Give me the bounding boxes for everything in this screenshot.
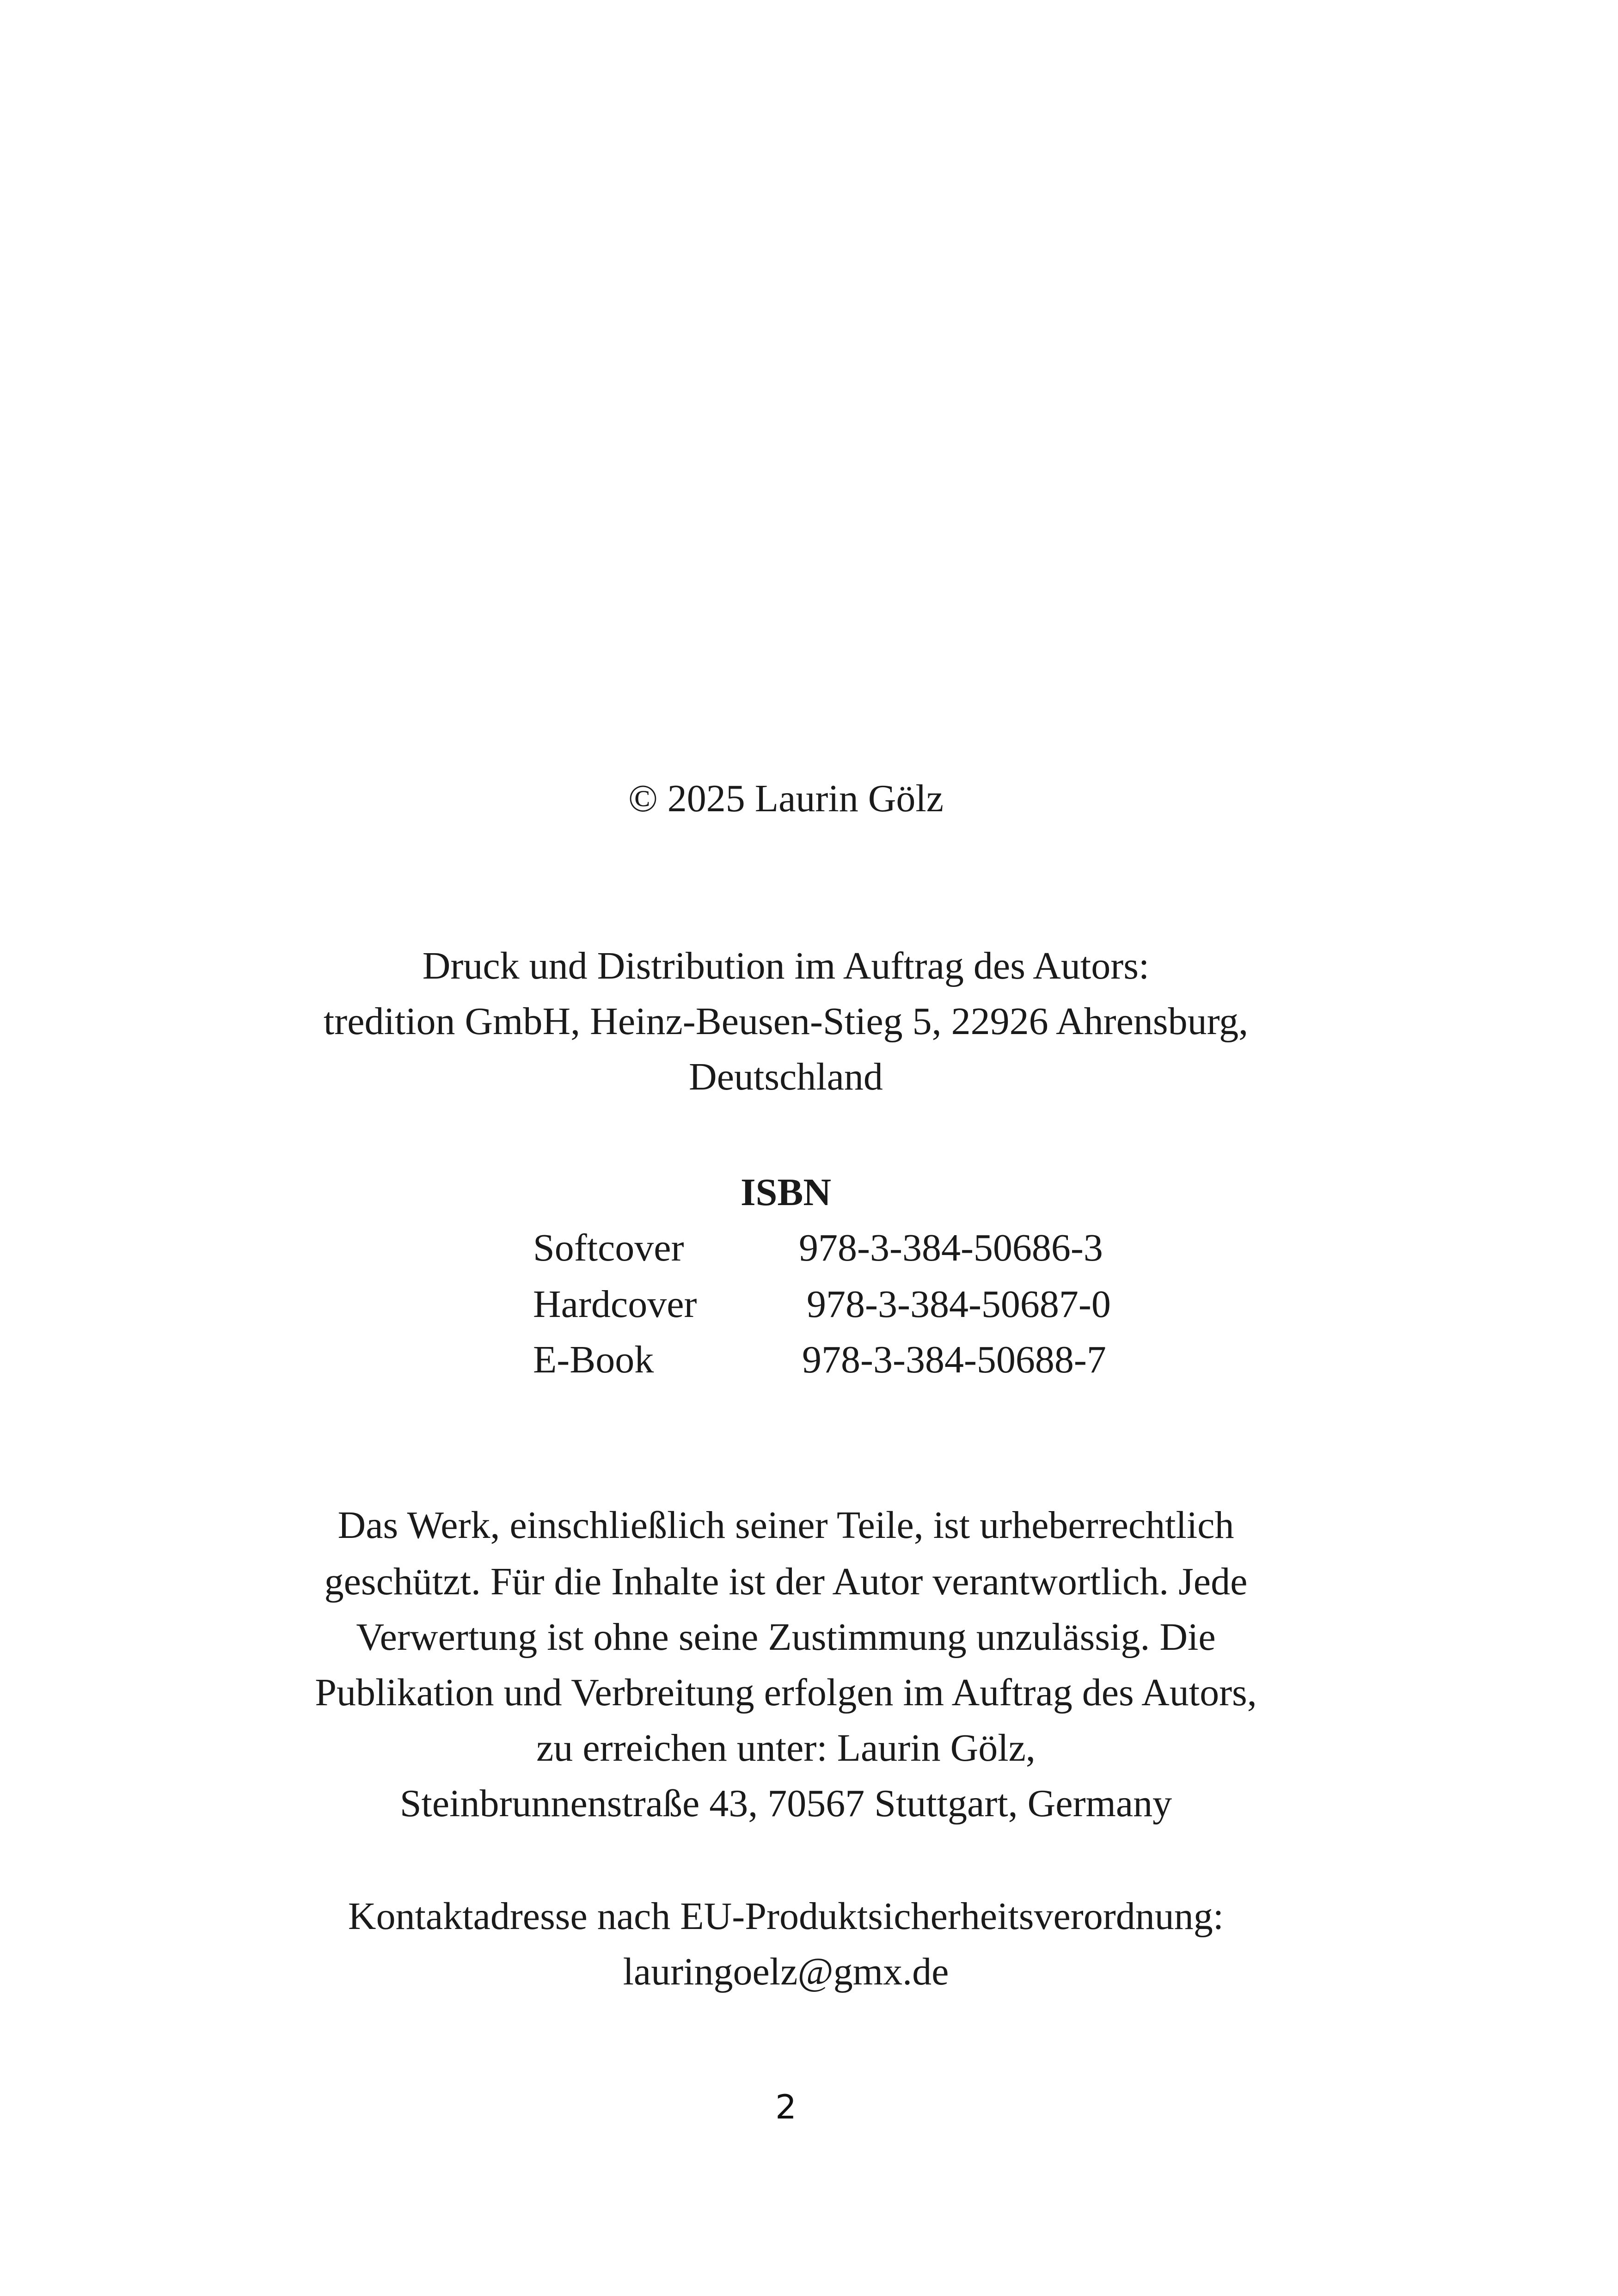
contact-label: Kontaktadresse nach EU-Produktsicherheitsverordnung: <box>348 1895 1224 1938</box>
isbn-format-softcover: Softcover <box>533 1226 684 1269</box>
notice-line-6: Steinbrunnenstraße 43, 70567 Stuttgart, Germany <box>399 1782 1172 1825</box>
publisher-line-3: Deutschland <box>689 1055 883 1098</box>
publisher-line-2: tredition GmbH, Heinz-Beusen-Stieg 5, 22926 Ahrensburg, <box>323 1000 1249 1043</box>
page-number: 2 <box>775 2088 797 2126</box>
isbn-format-hardcover: Hardcover <box>533 1283 697 1326</box>
publisher-line-1: Druck und Distribution im Auftrag des Autors: <box>422 944 1150 987</box>
isbn-number-ebook: 978-3-384-50688-7 <box>802 1338 1106 1381</box>
isbn-format-ebook: E-Book <box>533 1338 654 1381</box>
notice-line-4: Publikation und Verbreitung erfolgen im Auftrag des Autors, <box>315 1671 1257 1714</box>
copyright-line: © 2025 Laurin Gölz <box>628 777 944 820</box>
notice-line-2: geschützt. Für die Inhalte ist der Autor verantwortlich. Jede <box>324 1560 1248 1603</box>
notice-line-1: Das Werk, einschließlich seiner Teile, ist urheberrechtlich <box>337 1504 1234 1547</box>
notice-line-3: Verwertung ist ohne seine Zustimmung unzulässig. Die <box>356 1616 1216 1659</box>
notice-line-5: zu erreichen unter: Laurin Gölz, <box>536 1727 1036 1769</box>
isbn-number-softcover: 978-3-384-50686-3 <box>799 1226 1103 1269</box>
contact-email: lauringoelz@gmx.de <box>623 1950 949 1993</box>
isbn-heading: ISBN <box>740 1171 832 1214</box>
isbn-number-hardcover: 978-3-384-50687-0 <box>807 1283 1111 1326</box>
